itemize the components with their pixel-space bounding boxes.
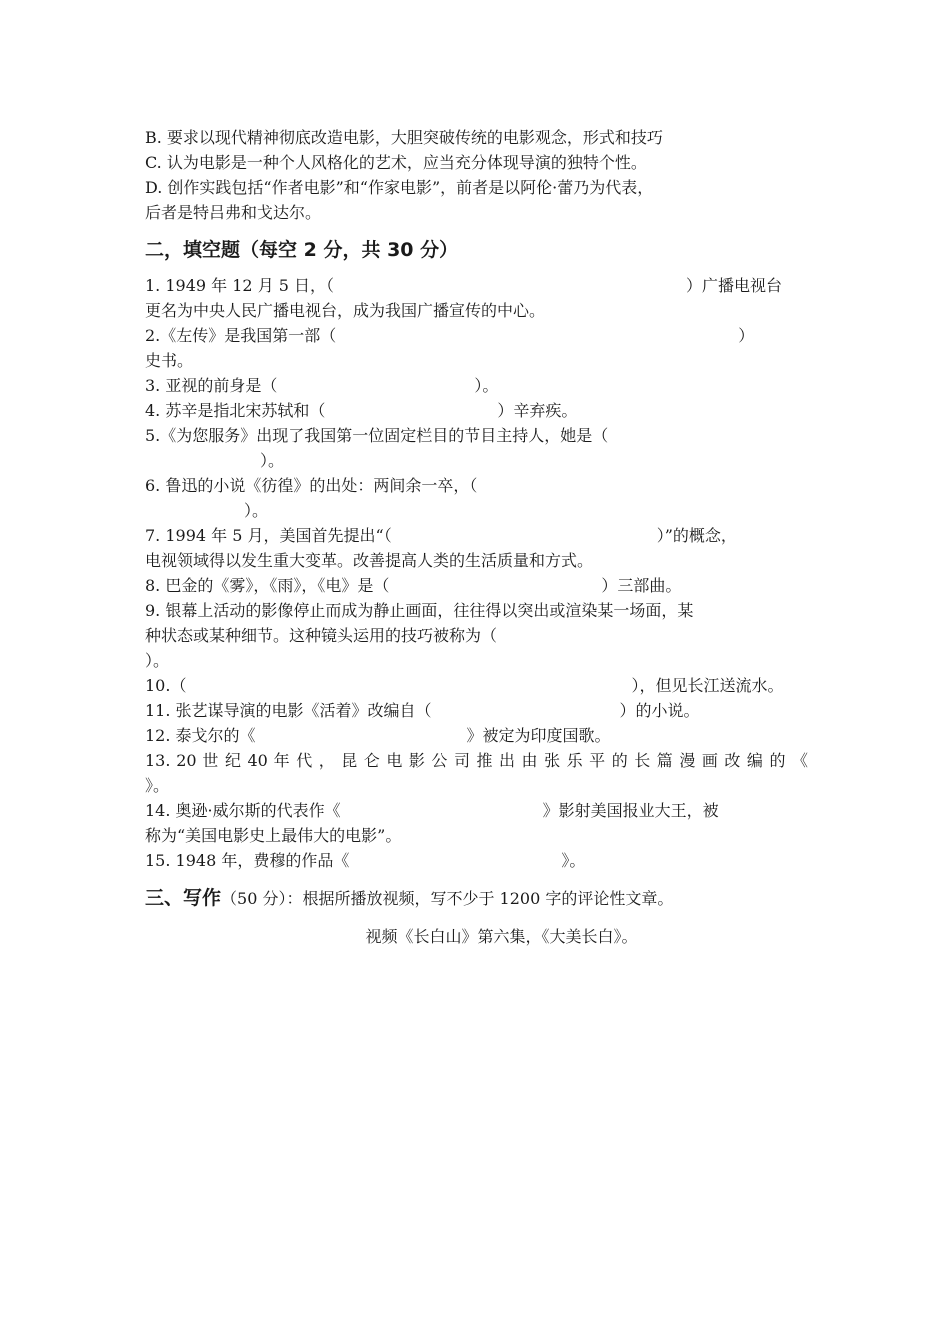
option-d-line2: 后者是特吕弗和戈达尔。 (145, 203, 322, 222)
section2-title: 二，填空题（每空 2 分，共 30 分） (145, 239, 459, 261)
question-6: 6. 鲁迅的小说《彷徨》的出处：两间余一卒，（ (145, 476, 478, 495)
q1-suffix: ）广播电视台 (686, 276, 783, 295)
q14-suffix: 》影射美国报业大王，被 (542, 801, 719, 820)
option-c: C. 认为电影是一种个人风格化的艺术，应当充分体现导演的独特个性。 (145, 153, 647, 172)
q10-suffix: ），但见长江送流水。 (631, 676, 784, 695)
q2-suffix: ） (738, 326, 755, 345)
q5-continuation: ）。 (260, 451, 285, 470)
q11-suffix: ）的小说。 (619, 701, 700, 720)
question-5: 5.《为您服务》出现了我国第一位固定栏目的节目主持人，她是（ (145, 426, 609, 445)
question-7 (145, 524, 737, 548)
section3-title: 三、写作 (145, 887, 222, 909)
q10-prefix: 10.（ (145, 676, 187, 695)
section3-instruction: ：根据所播放视频，写不少于 1200 字的评论性文章。 (286, 889, 674, 908)
section3-score: （50 分） (221, 889, 287, 908)
q12-suffix: 》被定为印度国歌。 (466, 726, 611, 745)
section3-heading (145, 884, 673, 913)
q4-prefix: 4. 苏辛是指北宋苏轼和（ (145, 401, 326, 420)
question-1 (145, 274, 782, 298)
q2-prefix: 2.《左传》是我国第一部（ (145, 326, 337, 345)
q3-prefix: 3. 亚视的前身是（ (145, 376, 278, 395)
q1-prefix: 1. 1949 年 12 月 5 日，（ (145, 276, 335, 295)
q15-prefix: 15. 1948 年，费穆的作品《 (145, 851, 350, 870)
question-4 (145, 399, 577, 423)
question-8 (145, 574, 681, 598)
question-15 (145, 849, 585, 873)
question-10 (145, 674, 783, 698)
q7-continuation: 电视领域得以发生重大变革。改善提高人类的生活质量和方式。 (145, 551, 594, 570)
q9-continuation: ）。 (145, 651, 170, 670)
q14-prefix: 14. 奥逊·威尔斯的代表作《 (145, 801, 341, 820)
question-2 (145, 324, 754, 348)
question-3 (145, 374, 498, 398)
q4-suffix: ）辛弃疾。 (497, 401, 578, 420)
q9-line2: 种状态或某种细节。这种镜头运用的技巧被称为（ (145, 626, 498, 645)
question-14 (145, 799, 719, 823)
q6-continuation: ）。 (244, 501, 269, 520)
q12-prefix: 12. 泰戈尔的《 (145, 726, 256, 745)
option-b: B. 要求以现代精神彻底改造电影，大胆突破传统的电影观念，形式和技巧 (145, 128, 663, 147)
q3-suffix: ）。 (474, 376, 499, 395)
question-13: 13. 20 世 纪 40 年 代 ， 昆 仑 电 影 公 司 推 出 由 张 乐 平 的 长 篇 漫 画 改 编 的 《 (145, 751, 808, 770)
question-12 (145, 724, 611, 748)
q8-prefix: 8. 巴金的《雾》，《雨》，《电》是（ (145, 576, 390, 595)
option-d-line1: D. 创作实践包括“作者电影”和“作家电影”，前者是以阿伦·蕾乃为代表， (145, 178, 654, 197)
section3-video-title: 视频《长白山》第六集，《大美长白》。 (365, 927, 638, 946)
q14-continuation: 称为“美国电影史上最伟大的电影”。 (145, 826, 402, 845)
question-11 (145, 699, 700, 723)
q7-suffix: ）”的概念， (656, 526, 737, 545)
q8-suffix: ）三部曲。 (601, 576, 682, 595)
q1-continuation: 更名为中央人民广播电视台，成为我国广播宣传的中心。 (145, 301, 546, 320)
q2-continuation: 史书。 (145, 351, 194, 370)
question-9: 9. 银幕上活动的影像停止而成为静止画面，往往得以突出或渲染某一场面，某 (145, 601, 694, 620)
q15-suffix: 》。 (561, 851, 586, 870)
q7-prefix: 7. 1994 年 5 月，美国首先提出“（ (145, 526, 392, 545)
q13-continuation: 》。 (145, 776, 170, 795)
q11-prefix: 11. 张艺谋导演的电影《活着》改编自（ (145, 701, 432, 720)
